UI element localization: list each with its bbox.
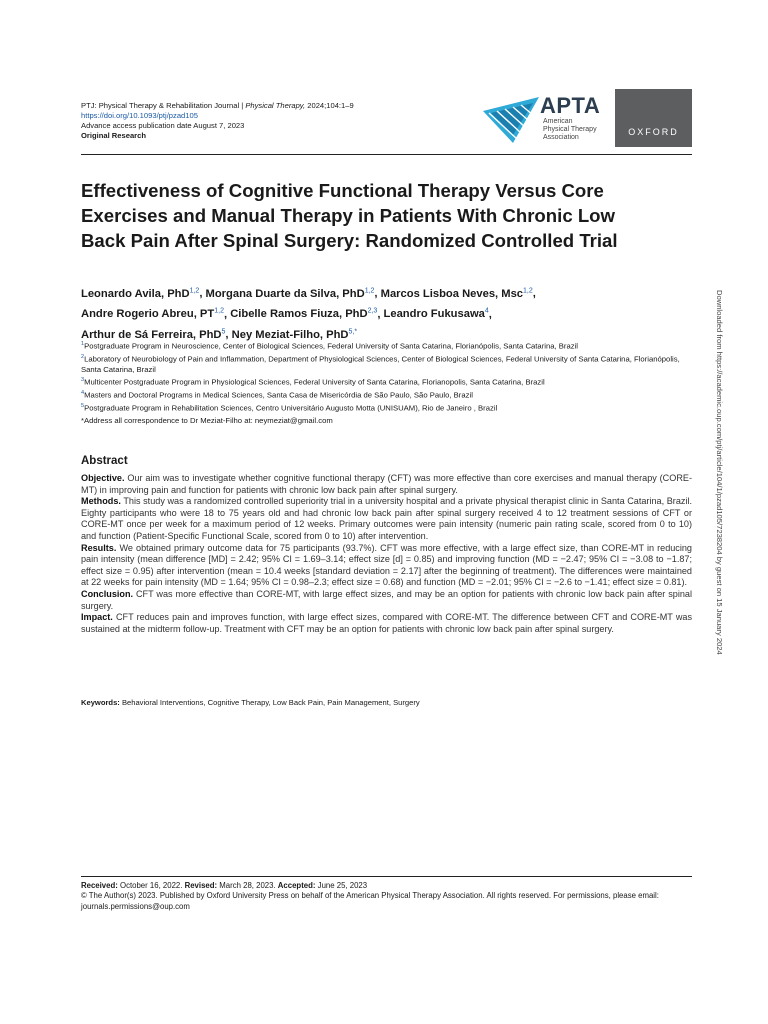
dates-line: Received: October 16, 2022. Revised: March 28, 2023. Accepted: June 25, 2023 bbox=[81, 881, 368, 890]
abstract-impact: Impact. CFT reduces pain and improves function, with large effect sizes, compared with CORE-MT. The difference between CFT and CORE-MT was sustained at the midterm follow-up. Treatment with CFT may be an option for patients with chronic low back pain after spinal surgery. bbox=[81, 612, 692, 634]
correspondence: *Address all correspondence to Dr Meziat-Filho at: neymeziat@gmail.com bbox=[81, 416, 333, 426]
affiliation: $^3$Multicenter Postgraduate Program in Physiological Sciences, Federal University of Santa Catarina, Florianopolis, Santa Catarina, Brazil bbox=[81, 377, 545, 387]
oxford-logo: OXFORD bbox=[615, 89, 692, 147]
abstract-heading: Abstract bbox=[81, 455, 128, 467]
author[interactable]: Arthur de Sá Ferreira, PhD$^5$ bbox=[81, 328, 226, 342]
apta-wing-icon bbox=[483, 89, 543, 147]
apta-subtitle: American Physical Therapy Association bbox=[543, 118, 597, 141]
abstract-conclusion: Conclusion. CFT was more effective than CORE-MT, with large effect sizes, and may be an option for patients with chronic low back pain after spinal surgery. bbox=[81, 588, 692, 611]
author[interactable]: Leonardo Avila, PhD$^{1,2}$ bbox=[81, 287, 200, 300]
doi-link[interactable]: https://doi.org/10.1093/ptj/pzad105 bbox=[81, 111, 198, 120]
author[interactable]: Morgana Duarte da Silva, PhD$^{1,2}$ bbox=[205, 287, 375, 300]
abstract-results: Results. We obtained primary outcome data for 75 participants (93.7%). CFT was more effective, with a large effect size, than CORE-MT in reducing pain intensity (mean difference [MD] = 2.42; 95% CI = 1.69–3.14; effect size [d] = 0.85) and improving function (MD = −2.47; 95% CI = −3.08 to −1.87; effect size = 0.95) after intervention (mean = 10.4 weeks [standard deviation = 2.17] after the beginning of treatment). The differences were maintained at 22 weeks for pain intensity (MD = 1.64; 95% CI = 0.98–2.3; effect size = 0.68) and function (MD = −2.01; 95% CI = −2.6 to −1.41; effect size = 0.81). bbox=[81, 542, 692, 588]
footer-divider bbox=[81, 876, 692, 877]
abstract-objective: Objective. Our aim was to investigate whether cognitive functional therapy (CFT) was more effective than core exercises and manual therapy (CORE-MT) in improving pain and function for patients with chronic low back pain after spinal surgery. bbox=[81, 473, 692, 495]
download-watermark: Downloaded from https://academic.oup.com/ptj/article/104/1/pzad105/7238204 by guest on 15 January 2024 bbox=[715, 290, 724, 655]
header-divider bbox=[81, 154, 692, 155]
affiliation: $^5$Postgraduate Program in Rehabilitation Sciences, Centro Universitário Augusto Motta (UNISUAM), Rio de Janeiro , Brazil bbox=[81, 403, 498, 413]
author[interactable]: Leandro Fukusawa$^4$ bbox=[383, 307, 489, 321]
article-type: Original Research bbox=[81, 131, 146, 140]
journal-line: PTJ: Physical Therapy & Rehabilitation Journal | Physical Therapy, 2024;104:1–9 bbox=[81, 101, 354, 110]
affiliation: $^1$Postgraduate Program in Neuroscience, Center of Biological Sciences, Federal University of Santa Catarina, Florianópolis, Santa Catarina, Brazil bbox=[81, 341, 579, 351]
author[interactable]: Ney Meziat-Filho, PhD$^{5,*}$ bbox=[231, 328, 358, 342]
apta-logo bbox=[483, 89, 611, 147]
abstract-body bbox=[81, 473, 692, 635]
article-title: Effectiveness of Cognitive Functional Therapy Versus Core Exercises and Manual Therapy in Patients With Chronic Low Back Pain After Spinal Surgery: Randomized Controlled Trial bbox=[81, 180, 618, 251]
apta-wordmark: APTA bbox=[540, 93, 601, 118]
affiliation: $^2$Laboratory of Neurobiology of Pain and Inflammation, Department of Physiological Sciences, Center of Biological Sciences, Federal University of Santa Catarina, Florianópolis, Santa Catarina, Brazil bbox=[81, 353, 680, 374]
copyright-line: © The Author(s) 2023. Published by Oxford University Press on behalf of the American Physical Therapy Association. All rights reserved. For permissions, please email: journals.permissions@oup.com bbox=[81, 891, 659, 911]
keywords: Keywords: Behavioral Interventions, Cognitive Therapy, Low Back Pain, Pain Management, Surgery bbox=[81, 698, 420, 707]
author[interactable]: Andre Rogerio Abreu, PT$^{1,2}$ bbox=[81, 307, 224, 321]
author-list: Leonardo Avila, PhD$^{1,2}$, Morgana Duarte da Silva, PhD$^{1,2}$, Marcos Lisboa Neves, Msc$^{1,2}$, Andre Rogerio Abreu, PT$^{1,2}$, Cibelle Ramos Fiuza, PhD$^{2,3}$, Leandro Fukusawa$^4$, Arthur de Sá Ferreira, PhD$^5$, Ney Meziat-Filho, PhD$^{5,*}$ bbox=[81, 287, 536, 342]
advance-access-date: Advance access publication date August 7, 2023 bbox=[81, 121, 245, 130]
footer-notes bbox=[81, 881, 692, 912]
abstract-methods: Methods. This study was a randomized controlled superiority trial in a university hospital and a private physical therapist clinic in Santa Catarina, Brazil. Eighty participants who were 18 to 75 years old and had chronic low back pain after spinal surgery received 4 to 12 treatment sessions of CFT or CORE-MT once per week for a maximum period of 12 weeks. Primary outcomes were pain intensity (numeric pain rating scale, scored from 0 to 10) and function (Patient-Specific Functional Scale, scored from 0 to 10) after intervention. bbox=[81, 496, 692, 541]
author[interactable]: Marcos Lisboa Neves, Msc$^{1,2}$ bbox=[380, 287, 533, 300]
affiliations bbox=[81, 339, 692, 427]
journal-header bbox=[81, 101, 461, 141]
author[interactable]: Cibelle Ramos Fiuza, PhD$^{2,3}$ bbox=[230, 307, 378, 321]
affiliation: $^4$Masters and Doctoral Programs in Medical Sciences, Santa Casa de Misericórdia de São Paulo, São Paulo, Brazil bbox=[81, 390, 473, 400]
